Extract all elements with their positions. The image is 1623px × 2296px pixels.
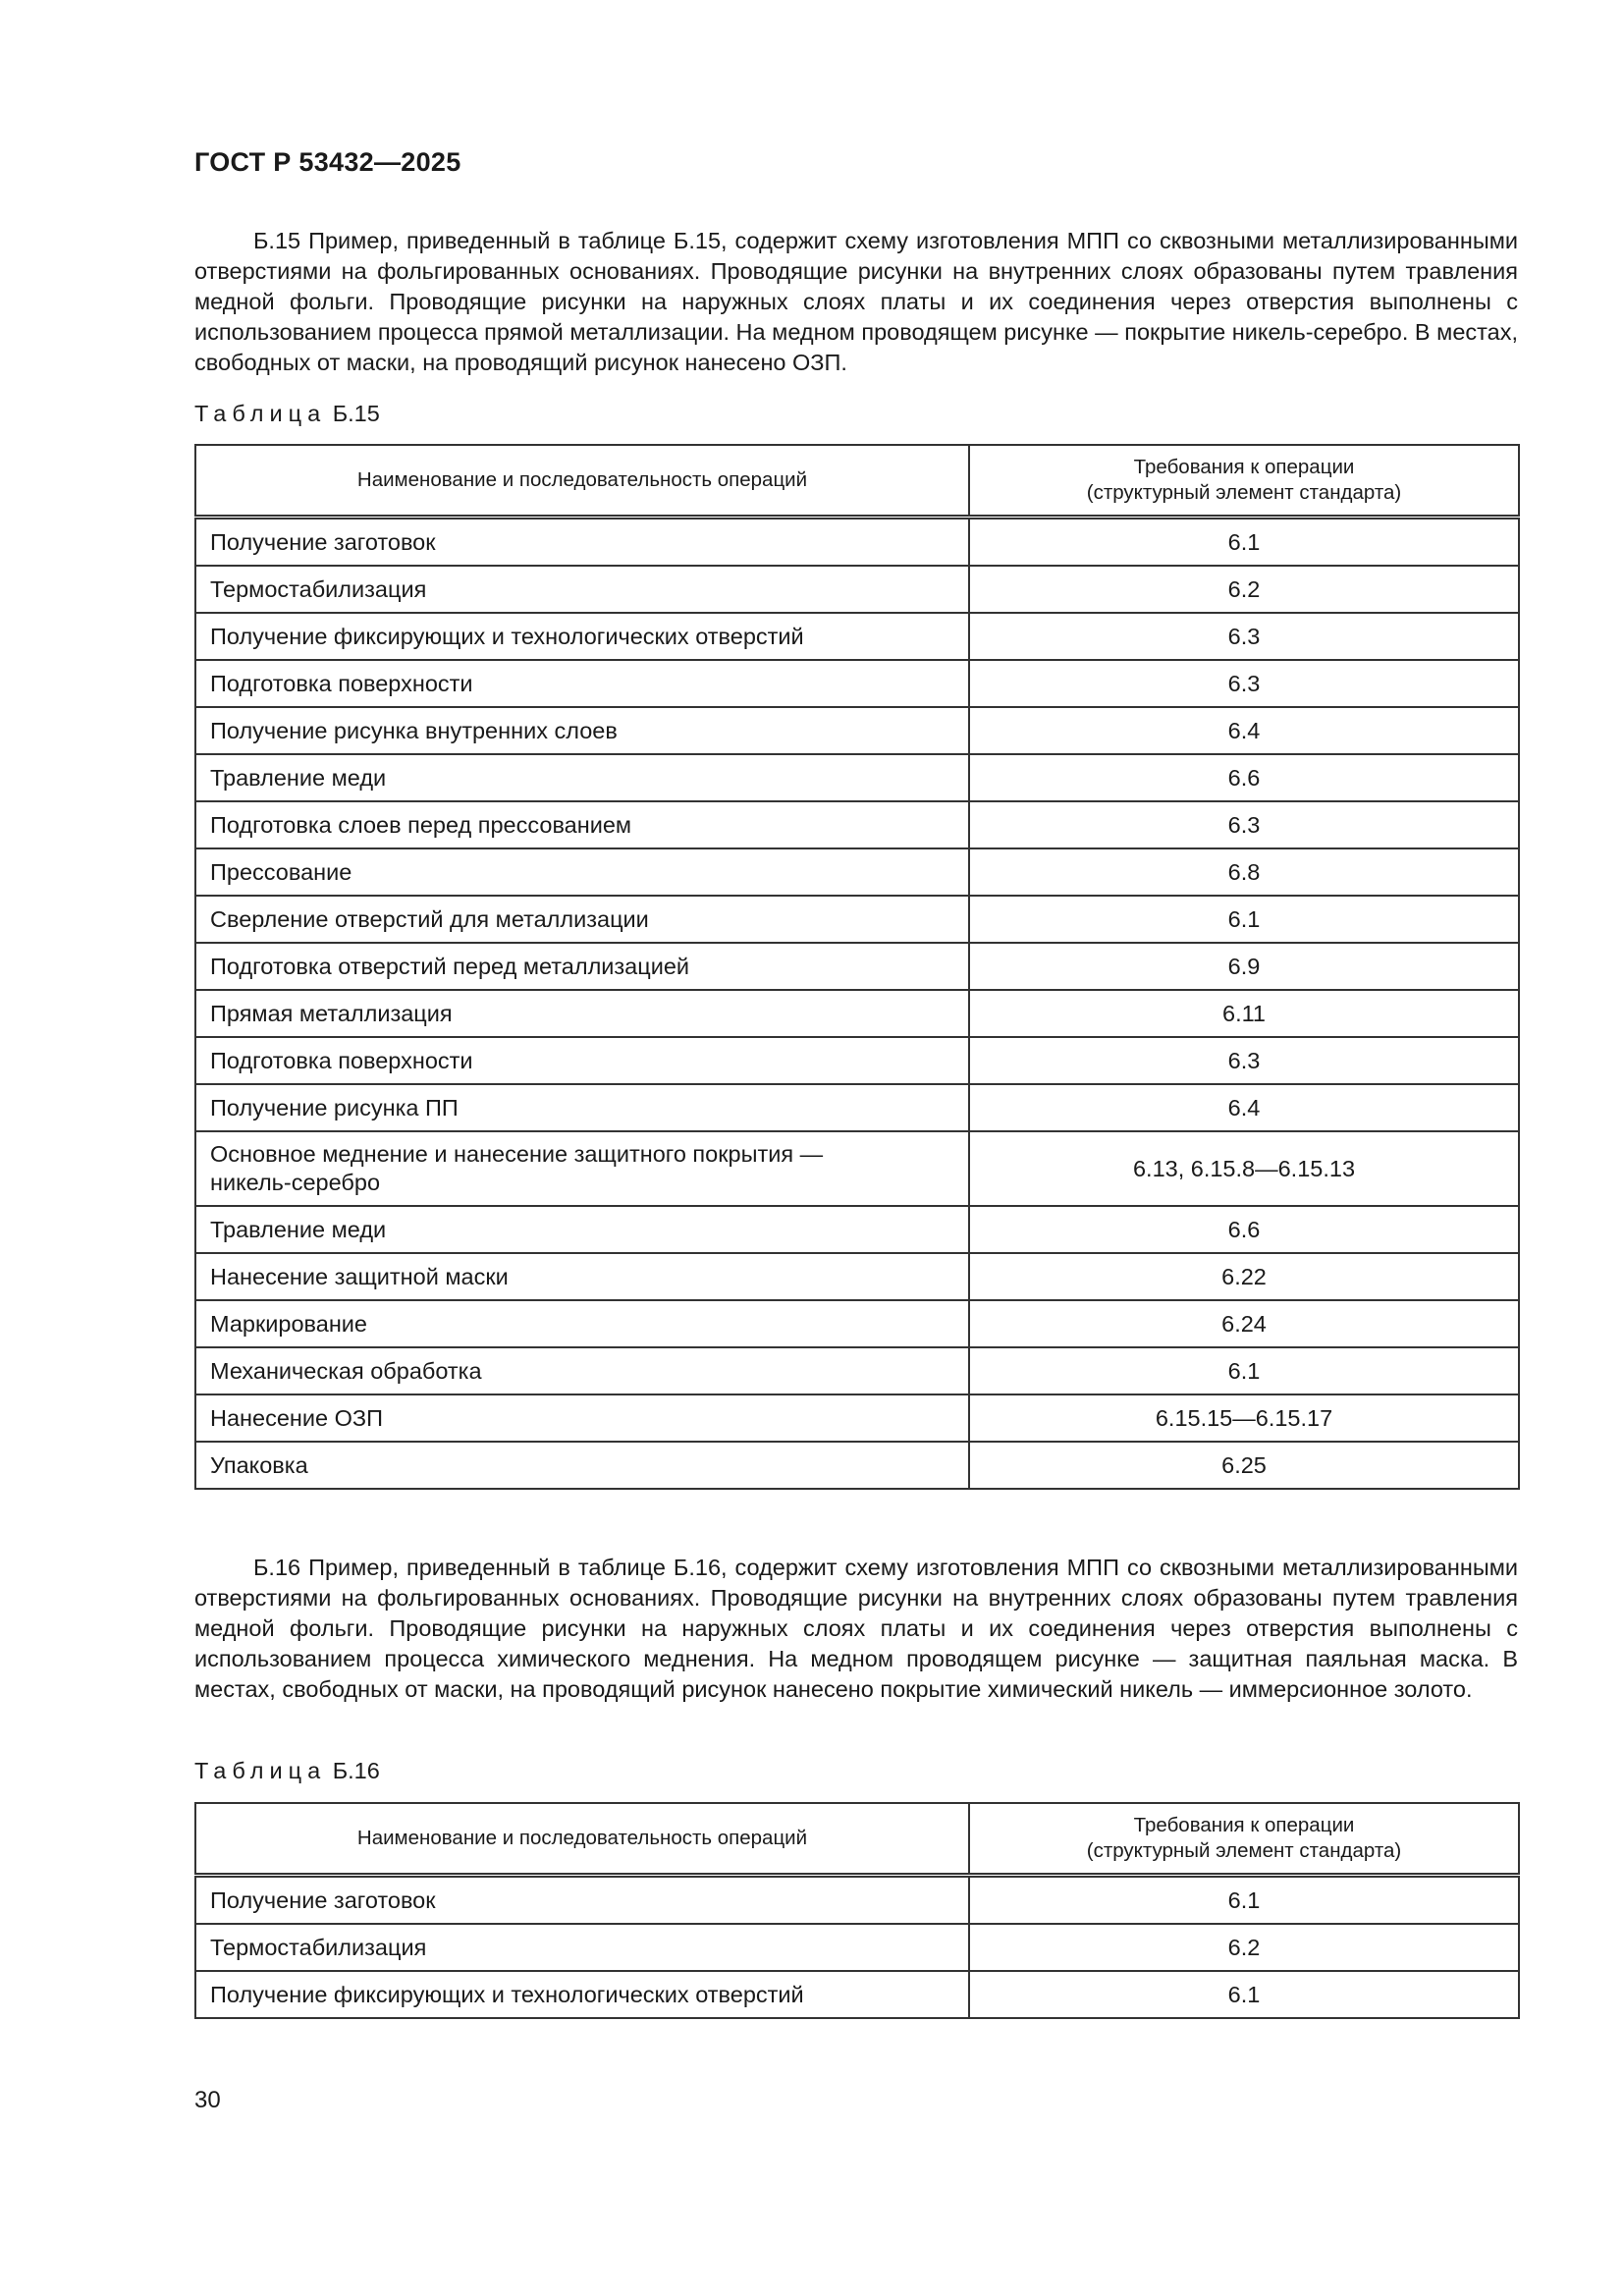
table-b16 (194, 1802, 1520, 2019)
table-row (195, 1876, 1519, 1925)
operation-name: Подготовка отверстий перед металлизацией (195, 943, 969, 990)
operation-name: Травление меди (195, 1206, 969, 1253)
table-row (195, 1442, 1519, 1489)
operation-requirement: 6.3 (969, 660, 1519, 707)
operation-requirement: 6.8 (969, 848, 1519, 896)
operation-name: Упаковка (195, 1442, 969, 1489)
table-caption-b15 (194, 401, 380, 427)
table-row (195, 1347, 1519, 1394)
table-caption-b16 (194, 1758, 380, 1784)
operation-requirement: 6.4 (969, 707, 1519, 754)
operation-requirement: 6.1 (969, 1876, 1519, 1925)
operation-name: Нанесение защитной маски (195, 1253, 969, 1300)
column-header-name: Наименование и последовательность операций (195, 1803, 969, 1876)
table-row (195, 1131, 1519, 1206)
column-header-requirements (969, 1803, 1519, 1876)
operation-name: Прямая металлизация (195, 990, 969, 1037)
operation-requirement: 6.13, 6.15.8—6.15.13 (969, 1131, 1519, 1206)
operation-name: Получение заготовок (195, 518, 969, 567)
table-row (195, 990, 1519, 1037)
operation-name: Получение рисунка ПП (195, 1084, 969, 1131)
operation-name: Получение заготовок (195, 1876, 969, 1925)
operation-name: Нанесение ОЗП (195, 1394, 969, 1442)
operation-name: Прессование (195, 848, 969, 896)
table-row (195, 754, 1519, 801)
operation-name: Маркирование (195, 1300, 969, 1347)
operation-name: Получение фиксирующих и технологических отверстий (195, 613, 969, 660)
table-row (195, 1300, 1519, 1347)
table-row (195, 1253, 1519, 1300)
operation-requirement: 6.15.15—6.15.17 (969, 1394, 1519, 1442)
table-row (195, 660, 1519, 707)
paragraph-b16: Б.16 Пример, приведенный в таблице Б.16, содержит схему изготовления МПП со сквозными металлизированными отверстиями на фольгированных основаниях. Проводящие рисунки на внутренних слоях образованы путем травления медной фольги. Проводящие рисунки на наружных слоях платы и их соединения через отверстия выполнены с использованием процесса химического меднения. На медном проводящем рисунке — защитная паяльная маска. В местах, свободных от маски, на проводящий рисунок нанесено покрытие химический никель — иммерсионное золото. (194, 1555, 1518, 1702)
table-row (195, 518, 1519, 567)
table-caption-number: Б.16 (332, 1758, 380, 1783)
operation-requirement: 6.24 (969, 1300, 1519, 1347)
operation-name: Подготовка слоев перед прессованием (195, 801, 969, 848)
table-row (195, 1206, 1519, 1253)
table-row (195, 896, 1519, 943)
table-row (195, 707, 1519, 754)
operation-name: Термостабилизация (195, 1924, 969, 1971)
table-row (195, 1394, 1519, 1442)
operation-name-line1: Основное меднение и нанесение защитного покрытия — (210, 1141, 824, 1167)
column-header-name: Наименование и последовательность операций (195, 445, 969, 518)
table-row (195, 1971, 1519, 2018)
table-header-row (195, 445, 1519, 518)
operation-requirement: 6.3 (969, 613, 1519, 660)
operation-name: Механическая обработка (195, 1347, 969, 1394)
operation-requirement: 6.1 (969, 1347, 1519, 1394)
operation-requirement: 6.1 (969, 518, 1519, 567)
operation-requirement: 6.2 (969, 566, 1519, 613)
column-header-requirements (969, 445, 1519, 518)
operation-requirement: 6.3 (969, 1037, 1519, 1084)
operation-name: Подготовка поверхности (195, 660, 969, 707)
operation-requirement: 6.1 (969, 1971, 1519, 2018)
table-row (195, 566, 1519, 613)
table-row (195, 943, 1519, 990)
column-header-req-line2: (структурный элемент стандарта) (1086, 481, 1402, 504)
operation-name: Получение фиксирующих и технологических отверстий (195, 1971, 969, 2018)
operation-name: Сверление отверстий для металлизации (195, 896, 969, 943)
operation-requirement: 6.25 (969, 1442, 1519, 1489)
operation-name: Термостабилизация (195, 566, 969, 613)
operation-name: Подготовка поверхности (195, 1037, 969, 1084)
table-row (195, 848, 1519, 896)
operation-requirement: 6.3 (969, 801, 1519, 848)
operation-requirement: 6.6 (969, 754, 1519, 801)
document-code-header: ГОСТ Р 53432—2025 (194, 147, 461, 177)
column-header-req-line1: Требования к операции (1133, 1814, 1355, 1836)
operation-requirement: 6.1 (969, 896, 1519, 943)
operation-name: Травление меди (195, 754, 969, 801)
operation-requirement: 6.2 (969, 1924, 1519, 1971)
table-caption-number: Б.15 (332, 401, 380, 426)
operation-requirement: 6.6 (969, 1206, 1519, 1253)
table-caption-word: Таблица (194, 401, 327, 426)
table-row (195, 613, 1519, 660)
operation-name-line2: никель-серебро (210, 1170, 381, 1195)
paragraph-b15: Б.15 Пример, приведенный в таблице Б.15, содержит схему изготовления МПП со сквозными металлизированными отверстиями на фольгированных основаниях. Проводящие рисунки на внутренних слоях образованы путем травления медной фольги. Проводящие рисунки на наружных слоях платы и их соединения через отверстия выполнены с использованием процесса прямой металлизации. На медном проводящем рисунке — покрытие никель-серебро. В местах, свободных от маски, на проводящий рисунок нанесено ОЗП. (194, 228, 1518, 375)
table-row (195, 801, 1519, 848)
operation-name: Получение рисунка внутренних слоев (195, 707, 969, 754)
table-b15 (194, 444, 1520, 1490)
operation-name (195, 1131, 969, 1206)
table-header-row (195, 1803, 1519, 1876)
column-header-req-line1: Требования к операции (1133, 456, 1355, 478)
table-row (195, 1924, 1519, 1971)
table-row (195, 1037, 1519, 1084)
operation-requirement: 6.9 (969, 943, 1519, 990)
operation-requirement: 6.4 (969, 1084, 1519, 1131)
table-row (195, 1084, 1519, 1131)
table-caption-word: Таблица (194, 1758, 327, 1783)
column-header-req-line2: (структурный элемент стандарта) (1086, 1839, 1402, 1862)
operation-requirement: 6.22 (969, 1253, 1519, 1300)
operation-requirement: 6.11 (969, 990, 1519, 1037)
page-number: 30 (194, 2087, 221, 2113)
